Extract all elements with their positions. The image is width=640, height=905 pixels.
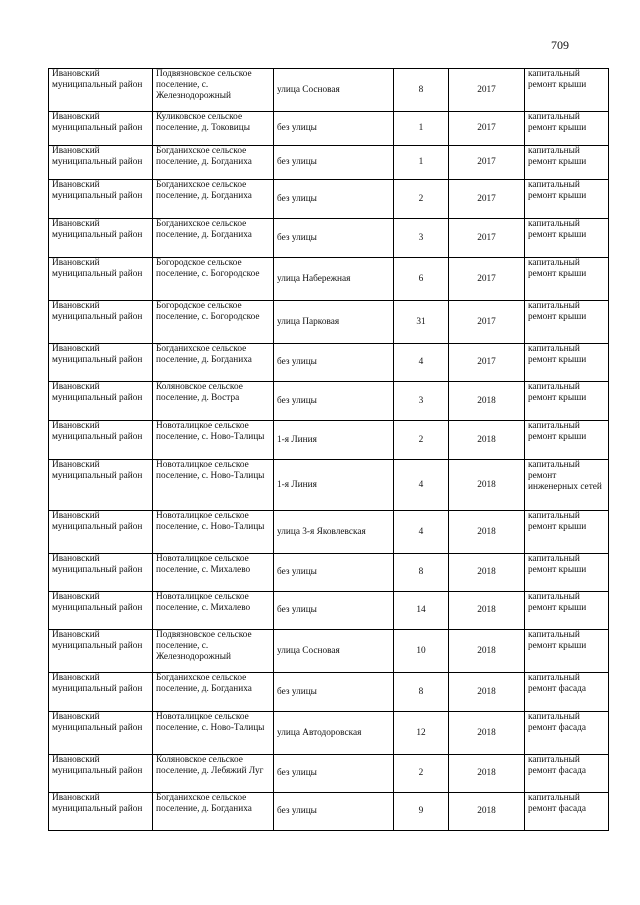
street-cell: без улицы — [274, 180, 394, 219]
settlement-cell: Богданихское сельское поселение, д. Богданиха — [153, 180, 274, 219]
house-number-cell: 3 — [394, 219, 449, 258]
work-type-cell: капитальный ремонт крыши — [525, 344, 609, 382]
street-cell: улица Парковая — [274, 301, 394, 344]
district-cell: Ивановский муниципальный район — [49, 511, 153, 554]
work-type-cell: капитальный ремонт крыши — [525, 382, 609, 421]
work-type-cell: капитальный ремонт крыши — [525, 421, 609, 460]
house-number-cell: 2 — [394, 180, 449, 219]
street-cell: без улицы — [274, 146, 394, 180]
work-type-cell: капитальный ремонт крыши — [525, 69, 609, 112]
district-cell: Ивановский муниципальный район — [49, 112, 153, 146]
table-row — [49, 511, 609, 554]
house-number-cell: 1 — [394, 112, 449, 146]
work-type-cell: капитальный ремонт крыши — [525, 112, 609, 146]
street-cell: без улицы — [274, 592, 394, 630]
table-row — [49, 673, 609, 712]
district-cell: Ивановский муниципальный район — [49, 712, 153, 755]
house-number-cell: 10 — [394, 630, 449, 673]
work-type-cell: капитальный ремонт крыши — [525, 258, 609, 301]
settlement-cell: Богданихское сельское поселение, д. Богданиха — [153, 344, 274, 382]
district-cell: Ивановский муниципальный район — [49, 421, 153, 460]
table-row — [49, 180, 609, 219]
house-number-cell: 9 — [394, 793, 449, 831]
settlement-cell: Новоталицкое сельское поселение, с. Ново-Талицы — [153, 460, 274, 511]
table-row — [49, 712, 609, 755]
work-type-cell: капитальный ремонт крыши — [525, 180, 609, 219]
street-cell: без улицы — [274, 344, 394, 382]
district-cell: Ивановский муниципальный район — [49, 219, 153, 258]
street-cell: улица Автодоровская — [274, 712, 394, 755]
house-number-cell: 6 — [394, 258, 449, 301]
year-cell: 2018 — [449, 793, 525, 831]
district-cell: Ивановский муниципальный район — [49, 180, 153, 219]
table-body — [49, 69, 609, 831]
settlement-cell: Богородское сельское поселение, с. Богородское — [153, 301, 274, 344]
year-cell: 2017 — [449, 258, 525, 301]
page-number: 709 — [551, 38, 569, 52]
district-cell: Ивановский муниципальный район — [49, 146, 153, 180]
house-number-cell: 2 — [394, 755, 449, 793]
work-type-cell: капитальный ремонт фасада — [525, 712, 609, 755]
street-cell: улица 3-я Яковлевская — [274, 511, 394, 554]
house-number-cell: 31 — [394, 301, 449, 344]
house-number-cell: 4 — [394, 511, 449, 554]
work-type-cell: капитальный ремонт крыши — [525, 219, 609, 258]
settlement-cell: Куликовское сельское поселение, д. Токовицы — [153, 112, 274, 146]
year-cell: 2018 — [449, 592, 525, 630]
work-type-cell: капитальный ремонт крыши — [525, 554, 609, 592]
year-cell: 2017 — [449, 219, 525, 258]
year-cell: 2017 — [449, 180, 525, 219]
district-cell: Ивановский муниципальный район — [49, 460, 153, 511]
year-cell: 2018 — [449, 511, 525, 554]
table-row — [49, 793, 609, 831]
house-number-cell: 8 — [394, 673, 449, 712]
house-number-cell: 12 — [394, 712, 449, 755]
settlement-cell: Новоталицкое сельское поселение, с. Ново-Талицы — [153, 712, 274, 755]
year-cell: 2018 — [449, 421, 525, 460]
table-row — [49, 219, 609, 258]
table-row — [49, 69, 609, 112]
house-number-cell: 4 — [394, 344, 449, 382]
settlement-cell: Новоталицкое сельское поселение, с. Ново-Талицы — [153, 511, 274, 554]
settlement-cell: Богданихское сельское поселение, д. Богданиха — [153, 673, 274, 712]
table-row — [49, 755, 609, 793]
settlement-cell: Подвязновское сельское поселение, с. Железнодорожный — [153, 630, 274, 673]
street-cell: без улицы — [274, 554, 394, 592]
house-number-cell: 1 — [394, 146, 449, 180]
street-cell: 1-я Линия — [274, 460, 394, 511]
year-cell: 2018 — [449, 554, 525, 592]
year-cell: 2018 — [449, 755, 525, 793]
street-cell: без улицы — [274, 793, 394, 831]
year-cell: 2018 — [449, 382, 525, 421]
year-cell: 2018 — [449, 712, 525, 755]
table-row — [49, 344, 609, 382]
table-row — [49, 112, 609, 146]
work-type-cell: капитальный ремонт фасада — [525, 793, 609, 831]
settlement-cell: Коляновское сельское поселение, д. Востра — [153, 382, 274, 421]
year-cell: 2017 — [449, 344, 525, 382]
table-row — [49, 301, 609, 344]
street-cell: без улицы — [274, 382, 394, 421]
street-cell: улица Сосновая — [274, 630, 394, 673]
register-table — [48, 68, 609, 831]
district-cell: Ивановский муниципальный район — [49, 673, 153, 712]
street-cell: улица Сосновая — [274, 69, 394, 112]
house-number-cell: 4 — [394, 460, 449, 511]
table-row — [49, 554, 609, 592]
house-number-cell: 14 — [394, 592, 449, 630]
district-cell: Ивановский муниципальный район — [49, 301, 153, 344]
settlement-cell: Богданихское сельское поселение, д. Богданиха — [153, 793, 274, 831]
street-cell: без улицы — [274, 755, 394, 793]
table-row — [49, 146, 609, 180]
district-cell: Ивановский муниципальный район — [49, 630, 153, 673]
district-cell: Ивановский муниципальный район — [49, 69, 153, 112]
street-cell: без улицы — [274, 673, 394, 712]
table-row — [49, 421, 609, 460]
district-cell: Ивановский муниципальный район — [49, 344, 153, 382]
settlement-cell: Богородское сельское поселение, с. Богородское — [153, 258, 274, 301]
street-cell: без улицы — [274, 112, 394, 146]
table-row — [49, 592, 609, 630]
settlement-cell: Богданихское сельское поселение, д. Богданиха — [153, 219, 274, 258]
settlement-cell: Коляновское сельское поселение, д. Лебяжий Луг — [153, 755, 274, 793]
year-cell: 2017 — [449, 146, 525, 180]
work-type-cell: капитальный ремонт инженерных сетей — [525, 460, 609, 511]
table-row — [49, 460, 609, 511]
year-cell: 2017 — [449, 301, 525, 344]
work-type-cell: капитальный ремонт фасада — [525, 755, 609, 793]
year-cell: 2017 — [449, 69, 525, 112]
street-cell: улица Набережная — [274, 258, 394, 301]
table-row — [49, 382, 609, 421]
year-cell: 2017 — [449, 112, 525, 146]
settlement-cell: Богданихское сельское поселение, д. Богданиха — [153, 146, 274, 180]
work-type-cell: капитальный ремонт фасада — [525, 673, 609, 712]
settlement-cell: Подвязновское сельское поселение, с. Железнодорожный — [153, 69, 274, 112]
table-row — [49, 258, 609, 301]
year-cell: 2018 — [449, 460, 525, 511]
house-number-cell: 3 — [394, 382, 449, 421]
settlement-cell: Новоталицкое сельское поселение, с. Михалево — [153, 592, 274, 630]
settlement-cell: Новоталицкое сельское поселение, с. Ново-Талицы — [153, 421, 274, 460]
work-type-cell: капитальный ремонт крыши — [525, 630, 609, 673]
district-cell: Ивановский муниципальный район — [49, 793, 153, 831]
work-type-cell: капитальный ремонт крыши — [525, 146, 609, 180]
work-type-cell: капитальный ремонт крыши — [525, 301, 609, 344]
district-cell: Ивановский муниципальный район — [49, 554, 153, 592]
street-cell: без улицы — [274, 219, 394, 258]
district-cell: Ивановский муниципальный район — [49, 258, 153, 301]
work-type-cell: капитальный ремонт крыши — [525, 511, 609, 554]
work-type-cell: капитальный ремонт крыши — [525, 592, 609, 630]
district-cell: Ивановский муниципальный район — [49, 755, 153, 793]
street-cell: 1-я Линия — [274, 421, 394, 460]
district-cell: Ивановский муниципальный район — [49, 382, 153, 421]
district-cell: Ивановский муниципальный район — [49, 592, 153, 630]
year-cell: 2018 — [449, 630, 525, 673]
house-number-cell: 8 — [394, 554, 449, 592]
house-number-cell: 2 — [394, 421, 449, 460]
settlement-cell: Новоталицкое сельское поселение, с. Михалево — [153, 554, 274, 592]
year-cell: 2018 — [449, 673, 525, 712]
house-number-cell: 8 — [394, 69, 449, 112]
table-row — [49, 630, 609, 673]
